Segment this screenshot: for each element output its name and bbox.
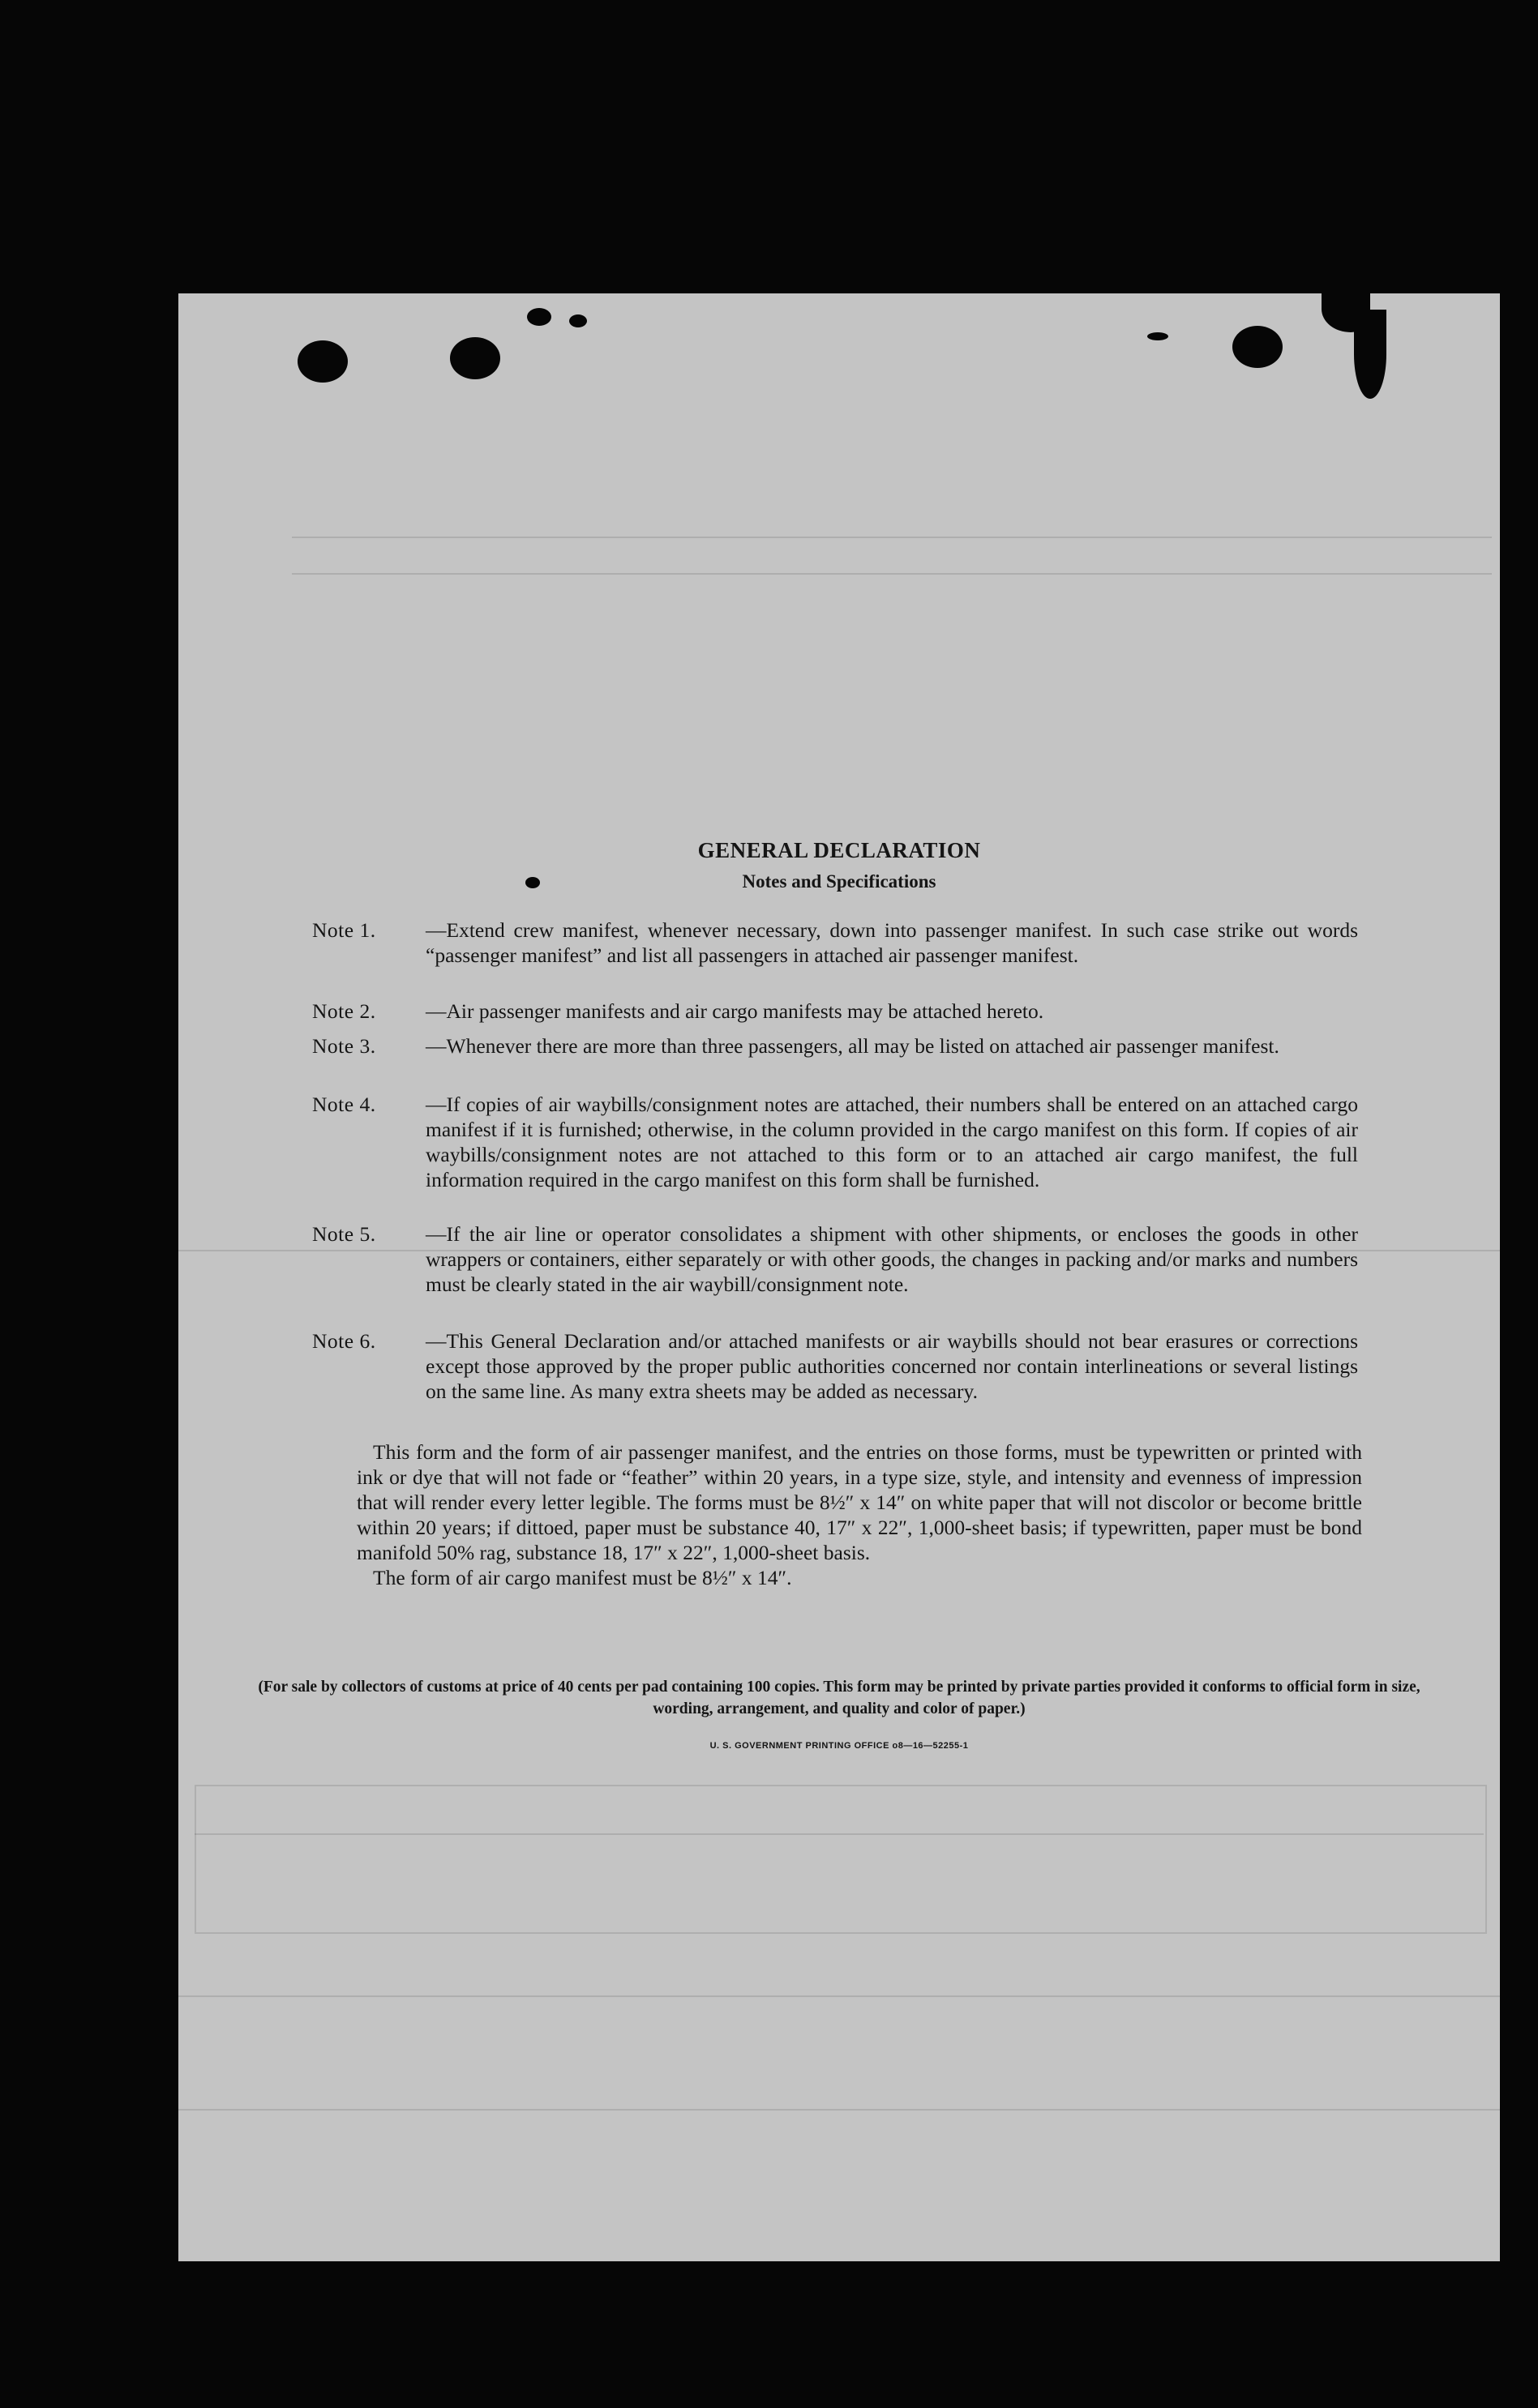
note-label: Note 5. — [312, 1222, 376, 1246]
form-specification-paragraph — [357, 1439, 1362, 1590]
printing-office-imprint: U. S. GOVERNMENT PRINTING OFFICE o8—16—52255-1 — [709, 1741, 969, 1751]
punch-hole — [298, 340, 348, 383]
sale-notice: (For sale by collectors of customs at price of 40 cents per pad containing 100 copies. This form may be printed by private parties provided it conforms to official form in size, wording, arrangement, and quality and color of paper.) — [258, 1679, 1420, 1717]
cargo-manifest-size-line: The form of air cargo manifest must be 8½″ x 14″. — [373, 1566, 792, 1589]
document-page — [178, 293, 1500, 2261]
note-text: —This General Declaration and/or attached manifests or air waybills should not bear erasures or corrections except those approved by the proper public authorities concerned nor contain interlineations or several listings on the same line. As many extra sheets may be added as necessary. — [426, 1329, 1358, 1403]
bleed-through-line — [195, 1833, 1484, 1835]
note-label: Note 6. — [312, 1329, 376, 1353]
note-label: Note 4. — [312, 1093, 376, 1116]
form-specification-text: This form and the form of air passenger manifest, and the entries on those forms, must be typewritten or printed with ink or dye that will not fade or “feather” within 20 years, in a type size, style, and intensity and evenness of impression that will render every letter legible. The forms must be 8½″ x 14″ on white paper that will not discolor or become brittle within 20 years; if dittoed, paper must be substance 40, 17″ x 22″, 1,000-sheet basis; if typewritten, paper must be bond manifold 50% rag, substance 18, 17″ x 22″, 1,000-sheet basis. — [357, 1440, 1362, 1564]
note-3 — [312, 1033, 1358, 1059]
note-6 — [312, 1328, 1358, 1404]
note-text: —Extend crew manifest, whenever necessary, down into passenger manifest. In such case strike out words “passenger manifest” and list all passengers in attached air passenger manifest. — [426, 918, 1358, 967]
punch-hole — [450, 337, 500, 379]
note-text: —Air passenger manifests and air cargo manifests may be attached hereto. — [426, 999, 1044, 1023]
declaration-subtitle: Notes and Specifications — [742, 871, 936, 892]
bleed-through-line — [178, 2109, 1500, 2111]
declaration-title: GENERAL DECLARATION — [697, 838, 981, 862]
note-2 — [312, 999, 1358, 1024]
punch-hole — [1232, 326, 1283, 368]
bleed-through-line — [292, 573, 1492, 575]
note-text: —If the air line or operator consolidates a shipment with other shipments, or encloses the goods in other wrappers or containers, either separately or with other goods, the changes in packing and/or marks and numbers must be clearly stated in the air waybill/consignment note. — [426, 1222, 1358, 1296]
note-text: —If copies of air waybills/consignment notes are attached, their numbers shall be entered on an attached cargo manifest if it is furnished; otherwise, in the column provided in the cargo manifest on this form. If copies of air waybills/consignment notes are not attached to this form or to an attached air cargo manifest, the full information required in the cargo manifest on this form shall be furnished. — [426, 1093, 1358, 1191]
note-label: Note 1. — [312, 918, 376, 942]
note-4 — [312, 1092, 1358, 1192]
note-text: —Whenever there are more than three passengers, all may be listed on attached air passenger manifest. — [426, 1034, 1279, 1058]
ink-blot — [1147, 332, 1168, 340]
bleed-through-line — [178, 1995, 1500, 1997]
note-5 — [312, 1221, 1358, 1297]
bleed-through-line — [292, 537, 1492, 538]
ink-blot — [527, 308, 551, 326]
torn-edge — [1354, 310, 1386, 399]
note-label: Note 2. — [312, 999, 376, 1023]
bleed-through-table — [195, 1785, 1487, 1934]
ink-blot — [569, 314, 587, 327]
note-1 — [312, 917, 1358, 968]
note-label: Note 3. — [312, 1034, 376, 1058]
